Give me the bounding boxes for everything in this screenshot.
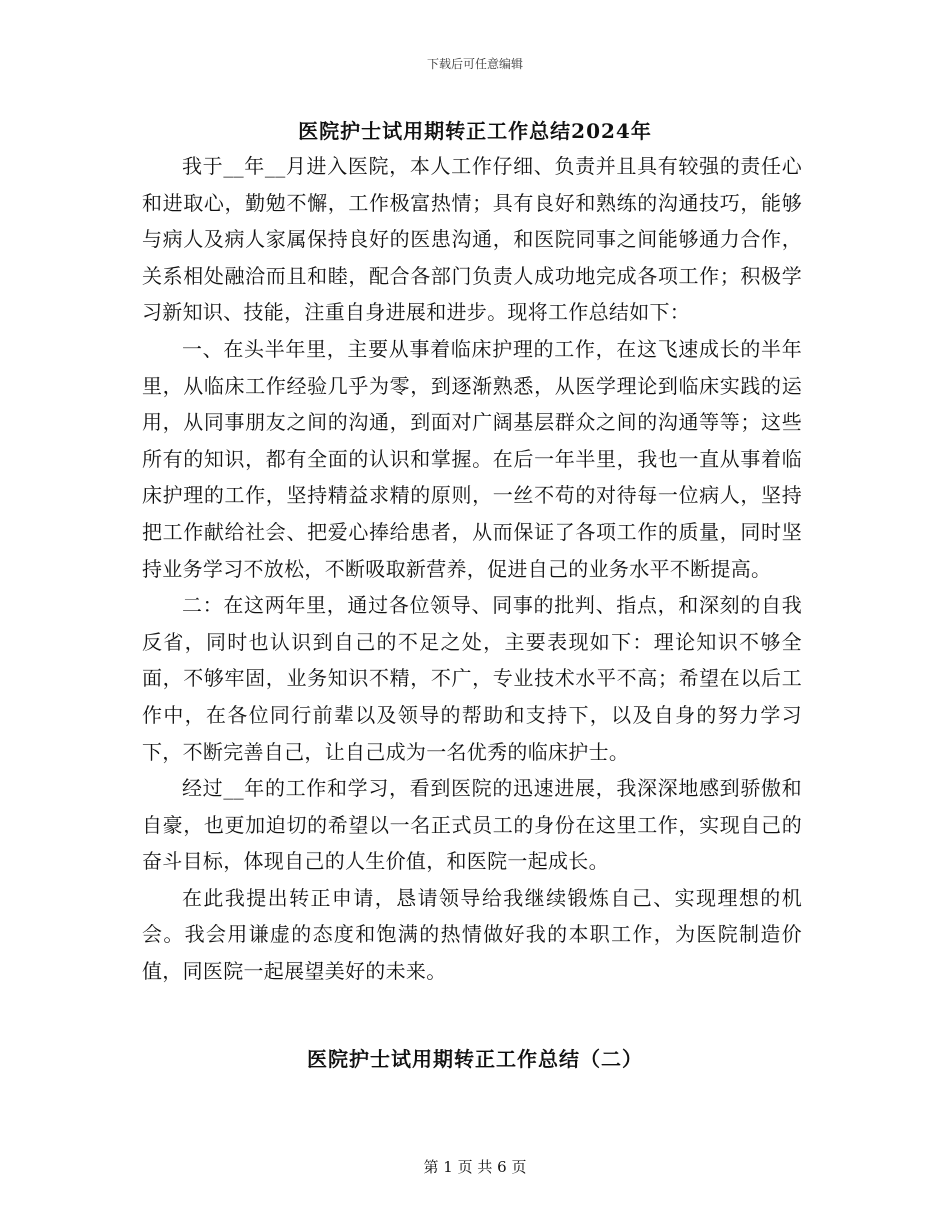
paragraph-reflection: 经过__年的工作和学习，看到医院的迅速进展，我深深地感到骄傲和自豪，也更加迫切的希望以一名正式员工的身份在这里工作，实现自己的奋斗目标，体现自己的人生价值，和医院一起成长。	[142, 776, 802, 874]
document-title: 医院护士试用期转正工作总结2024年	[298, 119, 652, 143]
paragraph-application: 在此我提出转正申请，恳请领导给我继续锻炼自己、实现理想的机会。我会用谦虚的态度和饱满的热情做好我的本职工作，为医院制造价值，同医院一起展望美好的未来。	[142, 885, 802, 984]
paragraph-section-2: 二：在这两年里，通过各位领导、同事的批判、指点，和深刻的自我反省，同时也认识到自己的不足之处，主要表现如下：理论知识不够全面，不够牢固，业务知识不精，不广，专业技术水平不高；希望在以后工作中，在各位同行前辈以及领导的帮助和支持下，以及自身的努力学习下，不断完善自己，让自己成为一名优秀的临床护士。	[142, 593, 802, 764]
header-note: 下载后可任意编辑	[426, 57, 523, 71]
paragraph-section-1: 一、在头半年里，主要从事着临床护理的工作，在这飞速成长的半年里，从临床工作经验几乎为零，到逐渐熟悉，从医学理论到临床实践的运用，从同事朋友之间的沟通，到面对广阔基层群众之间的沟通等等；这些所有的知识，都有全面的认识和掌握。在后一年半里，我也一直从事着临床护理的工作，坚持精益求精的原则，一丝不苟的对待每一位病人，坚持把工作献给社会、把爱心捧给患者，从而保证了各项工作的质量，同时坚持业务学习不放松，不断吸取新营养，促进自己的业务水平不断提高。	[142, 336, 802, 581]
section-title: 医院护士试用期转正工作总结（二）	[307, 1047, 643, 1071]
paragraph-intro: 我于__年__月进入医院，本人工作仔细、负责并且具有较强的责任心和进取心，勤勉不懈，工作极富热情；具有良好和熟练的沟通技巧，能够与病人及病人家属保持良好的医患沟通，和医院同事之间能够通力合作，关系相处融洽而且和睦，配合各部门负责人成功地完成各项工作；积极学习新知识、技能，注重自身进展和进步。现将工作总结如下：	[142, 154, 802, 325]
page-number: 第 1 页 共 6 页	[423, 1158, 527, 1176]
document-body	[142, 148, 802, 990]
